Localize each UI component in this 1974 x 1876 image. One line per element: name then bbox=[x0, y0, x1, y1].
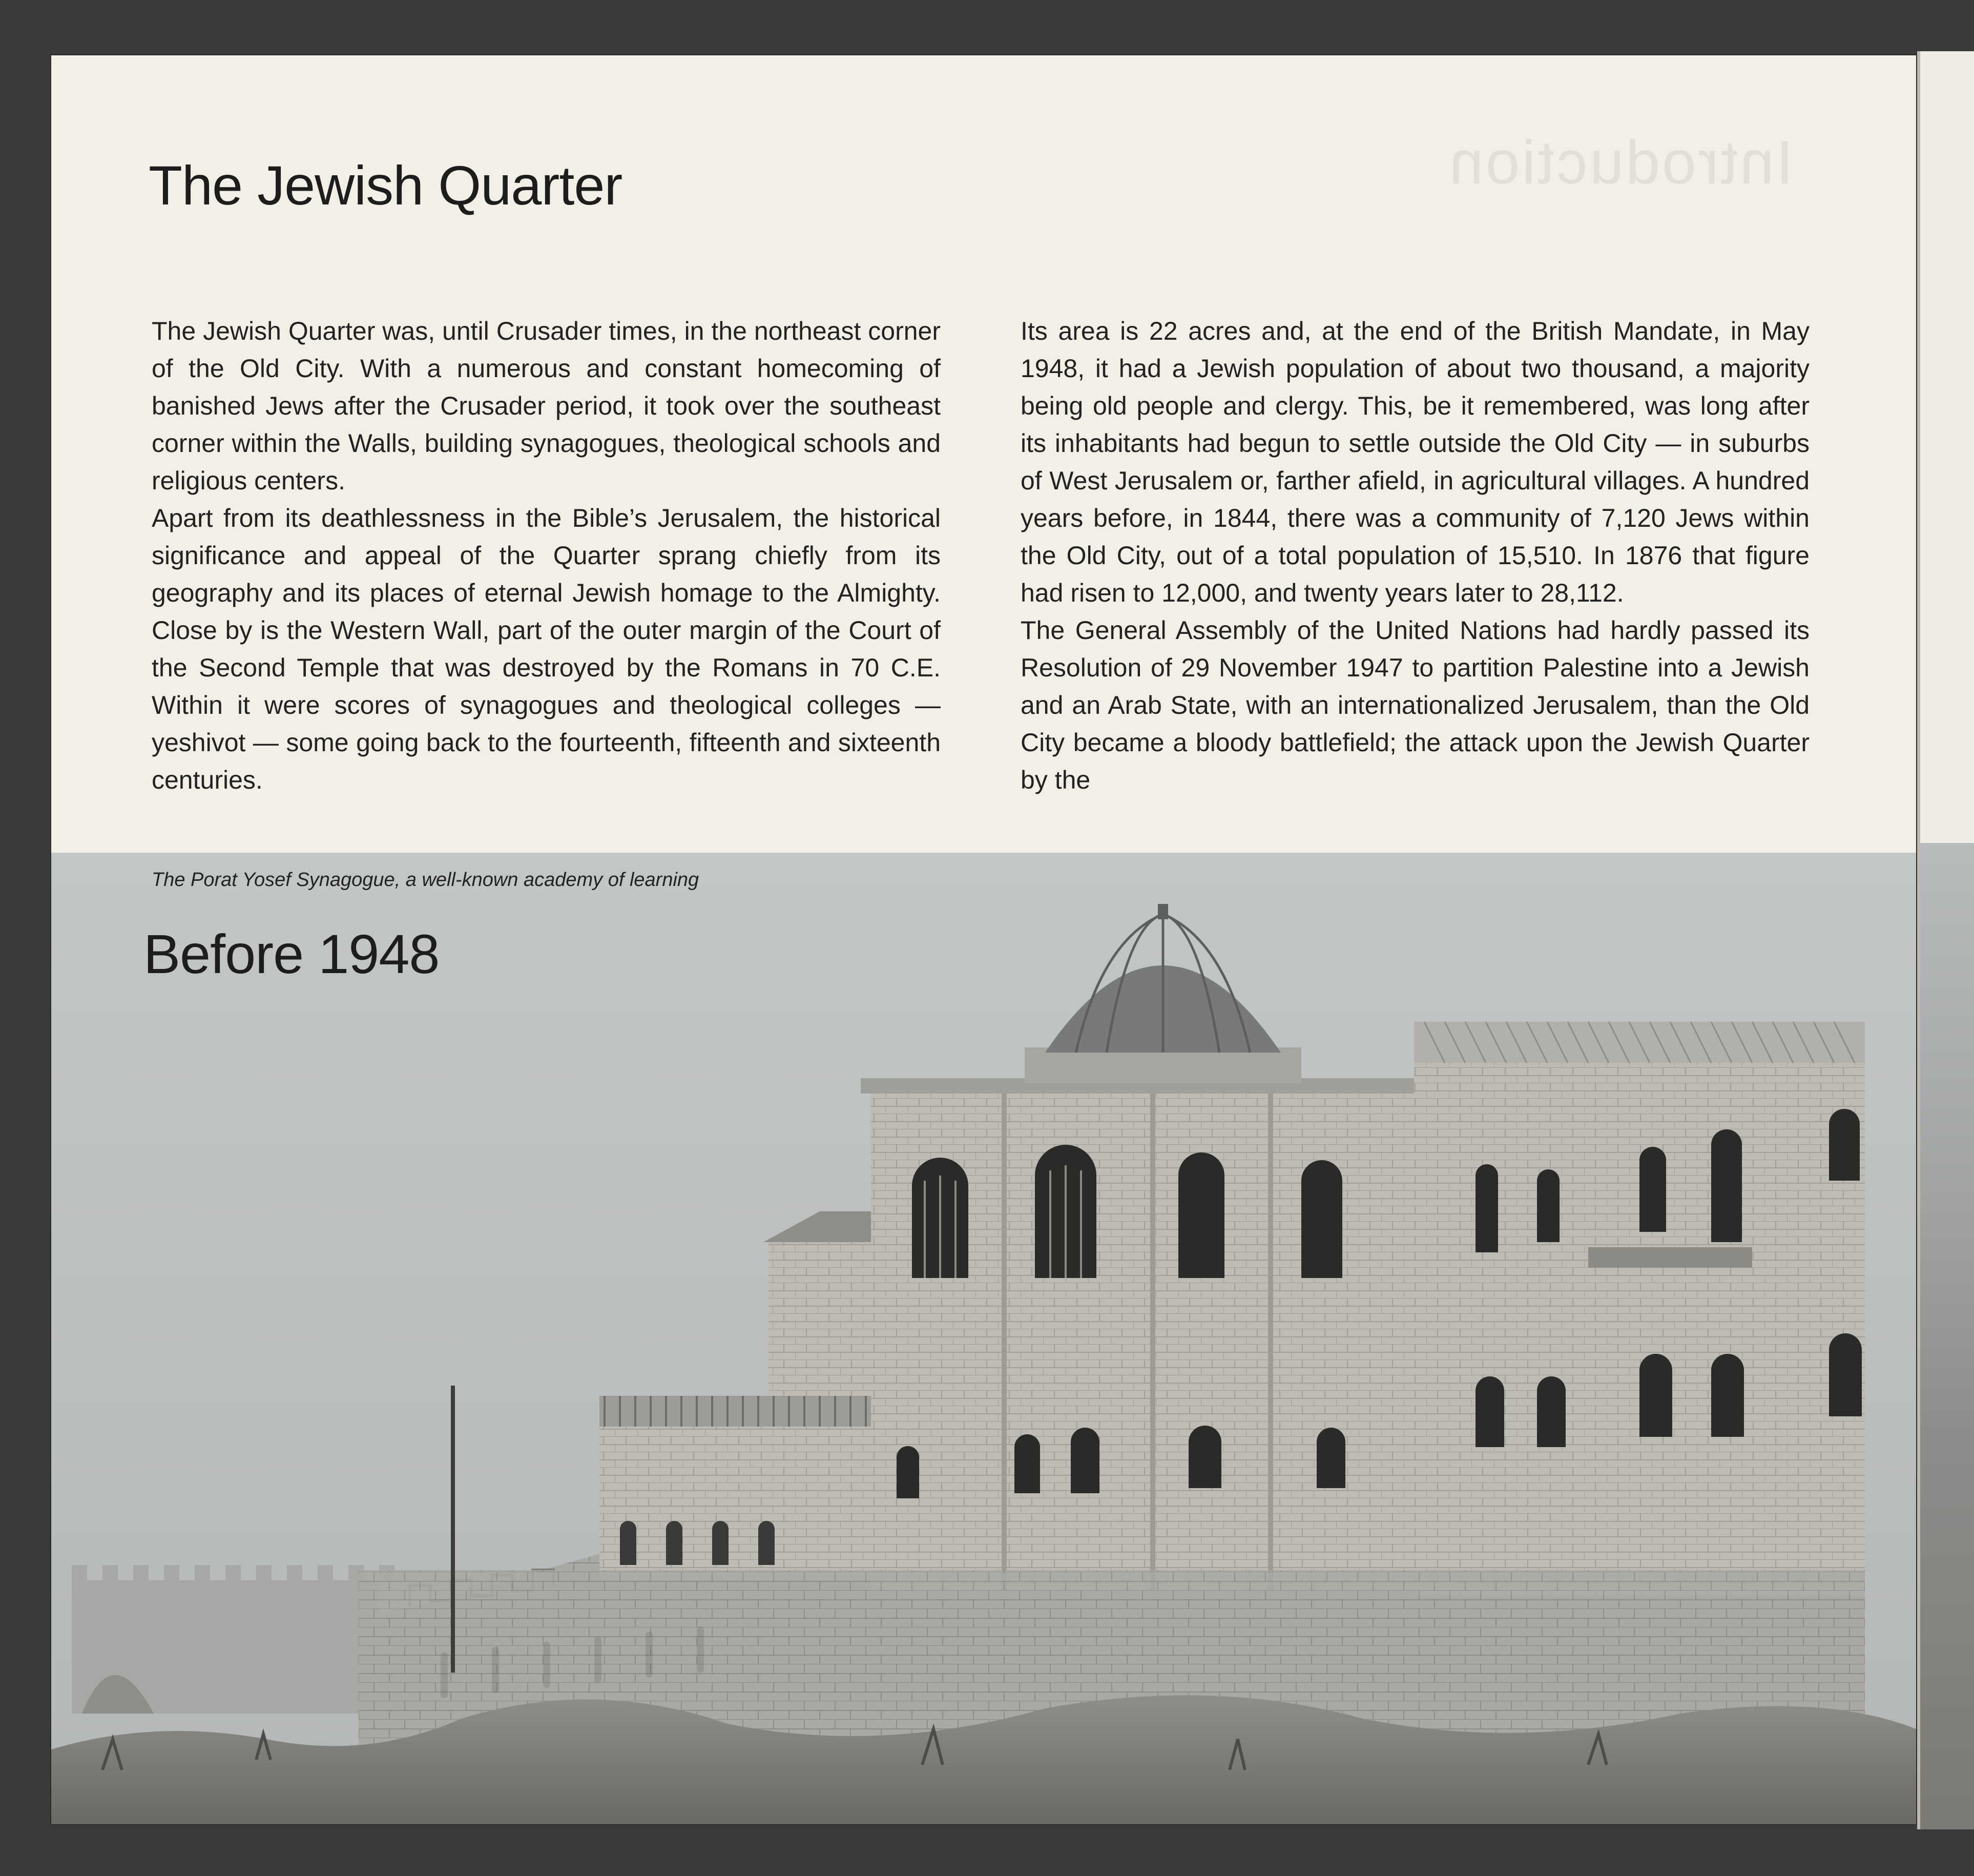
show-through-text: Introduction bbox=[1447, 128, 1793, 197]
synagogue-photo bbox=[51, 853, 1916, 1824]
left-column bbox=[152, 313, 941, 799]
right-column bbox=[1021, 313, 1810, 799]
left-paragraph-1: The Jewish Quarter was, until Crusader times, in the northeast corner of the Old City. With a numerous and constant homecoming of banished Jews after the Crusader period, it took over the southeast corner within the Walls, building synagogues, theological schools and religious centers. bbox=[152, 317, 941, 495]
booklet-page bbox=[51, 55, 1916, 1824]
next-page-edge bbox=[1917, 51, 1974, 1829]
page-title: The Jewish Quarter bbox=[149, 154, 622, 216]
right-paragraph-2: The General Assembly of the United Nations had hardly passed its Resolution of 29 November 1947 to partition Palestine into a Jewish and an Arab State, with an internationalized Jerusalem, than the Old City became a bloody battlefield; the attack upon the Jewish Quarter by the bbox=[1021, 616, 1810, 794]
left-paragraph-2: Apart from its deathlessness in the Bible’s Jerusalem, the historical significance and appeal of the Quarter sprang chiefly from its geography and its places of eternal Jewish homage to the Almighty. Close by is the Western Wall, part of the outer margin of the Court of the Second Temple that was destroyed by the Romans in 70 C.E. Within it were scores of synagogues and theological colleges — yeshivot — some going back to the fourteenth, fifteenth and sixteenth centuries. bbox=[152, 504, 941, 794]
next-page-photo-edge bbox=[1920, 843, 1974, 1829]
photo-heading: Before 1948 bbox=[143, 923, 440, 985]
right-paragraph-1: Its area is 22 acres and, at the end of the British Mandate, in May 1948, it had a Jewish population of about two thousand, a majority being old people and clergy. This, be it remembered, was long after its inhabitants had begun to settle outside the Old City — in suburbs of West Jerusalem or, farther afield, in agricultural villages. A hundred years before, in 1844, there was a community of 7,120 Jews within the Old City, out of a total population of 15,510. In 1876 that figure had risen to 12,000, and twenty years later to 28,112. bbox=[1021, 317, 1810, 607]
photo-caption: The Porat Yosef Synagogue, a well-known academy of learning bbox=[152, 869, 699, 891]
